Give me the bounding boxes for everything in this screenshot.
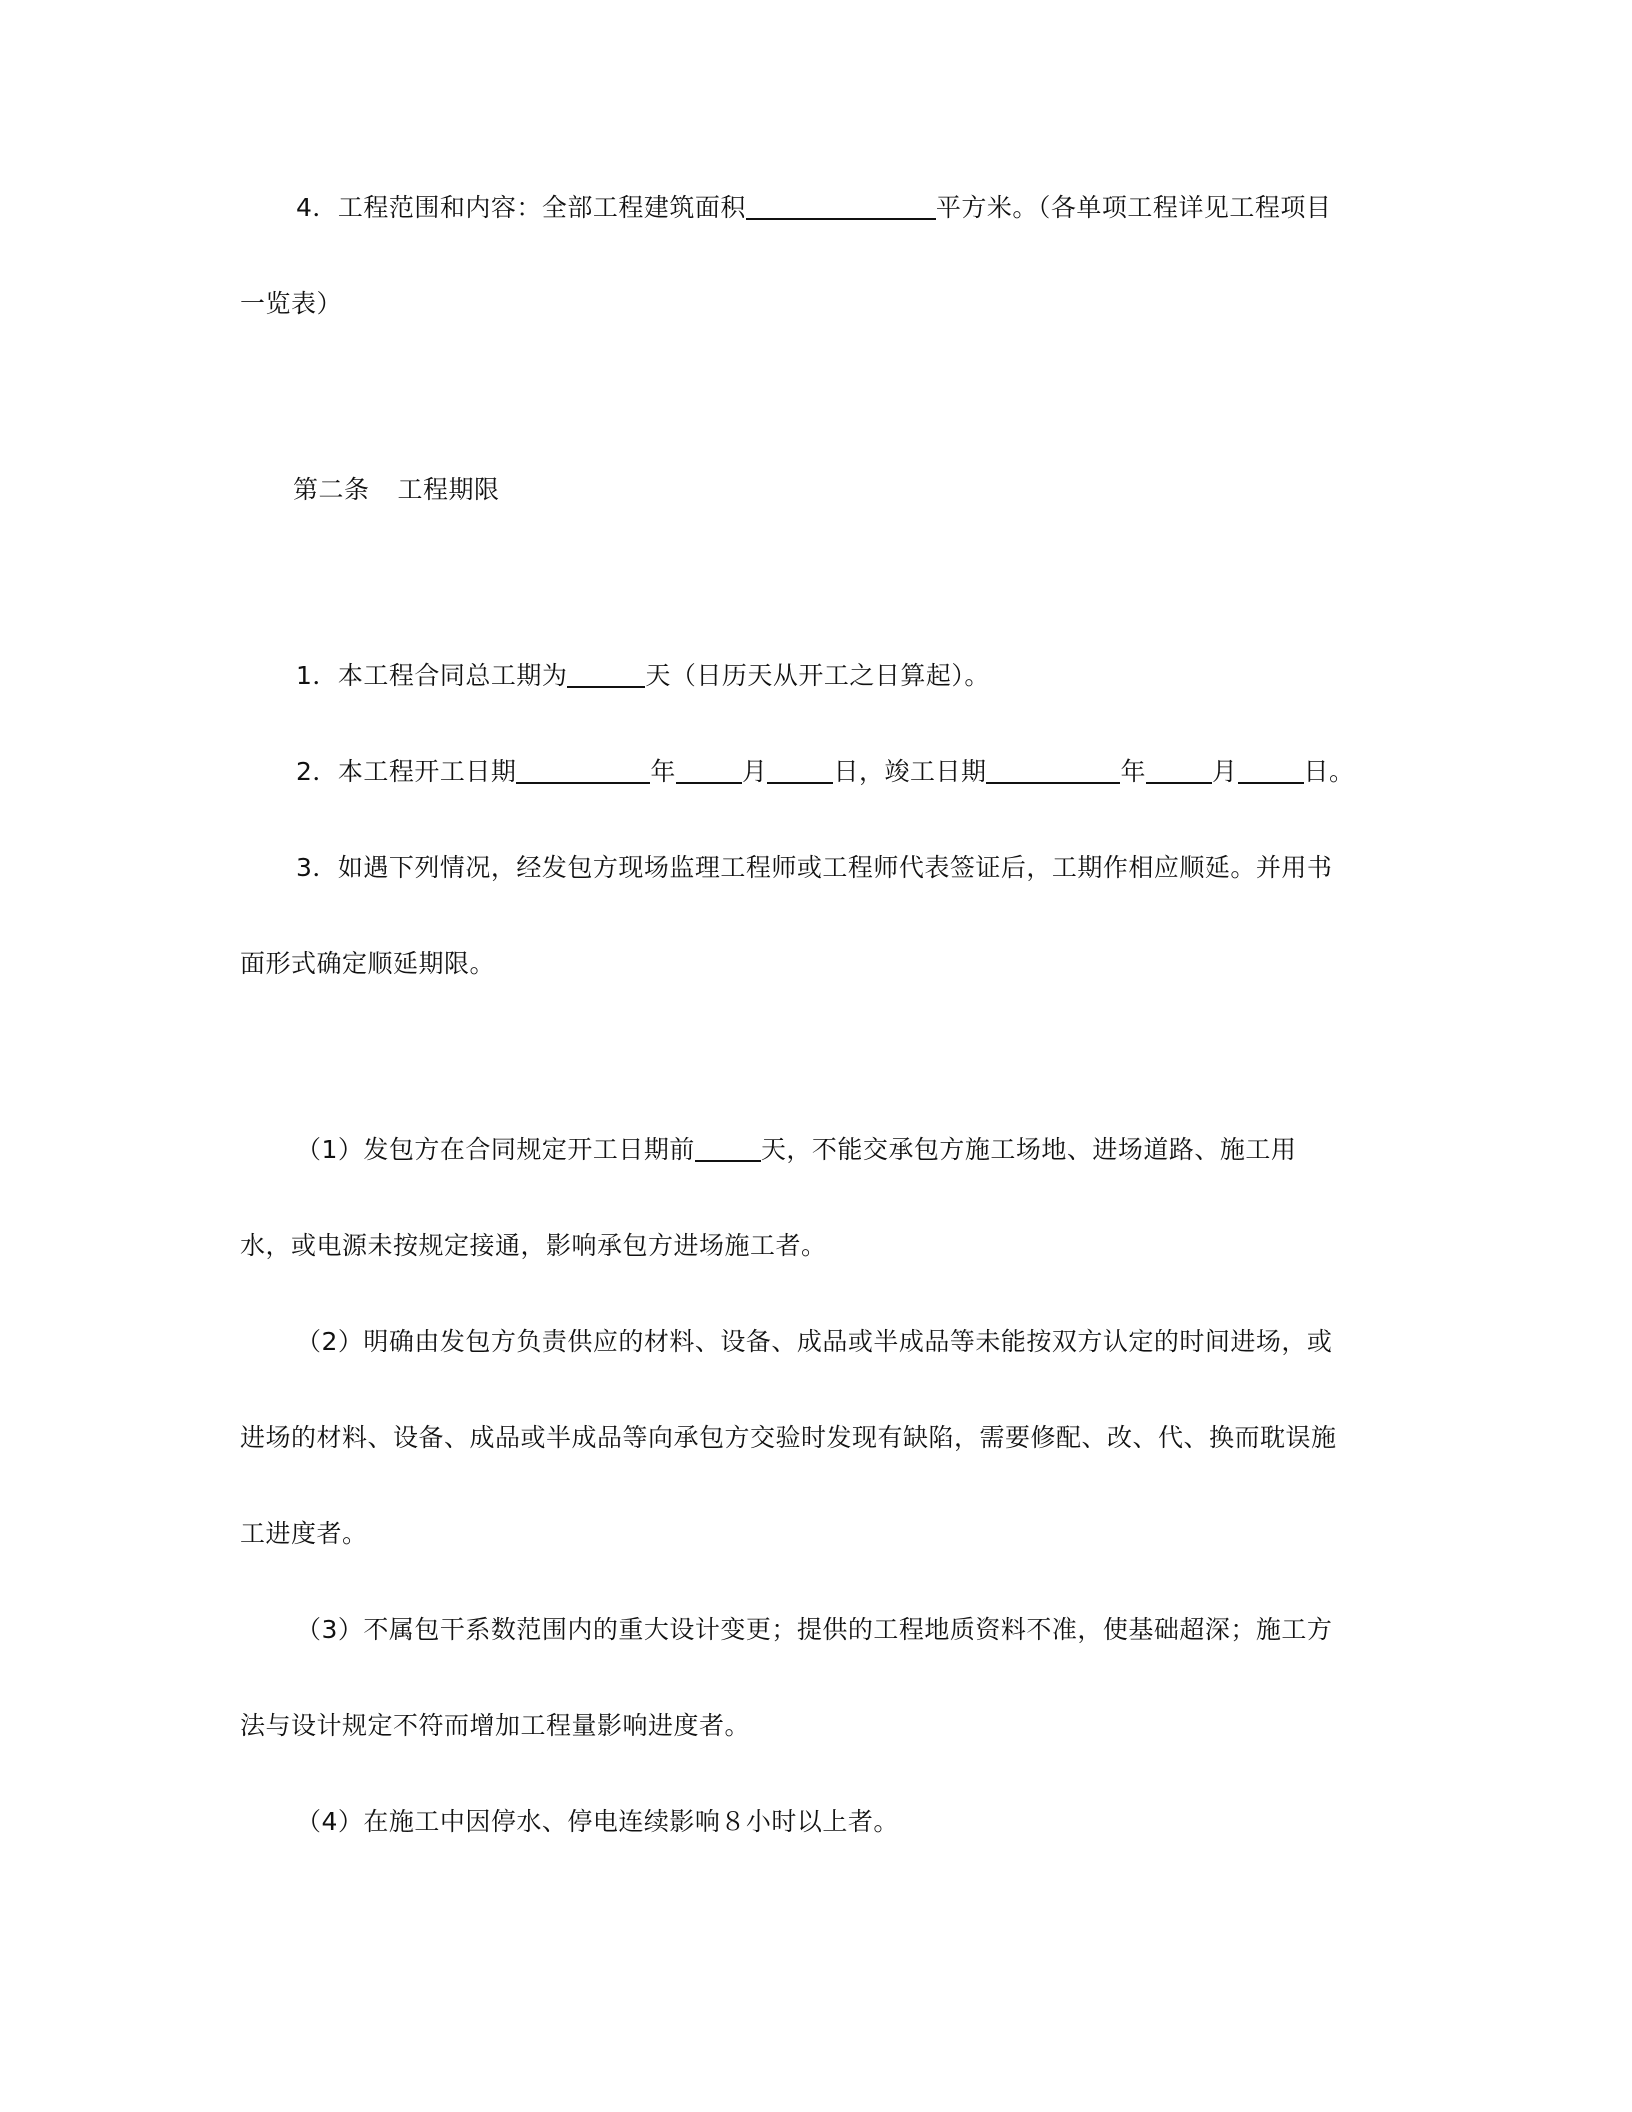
start-day-blank: [767, 756, 833, 784]
article2-title: 工程期限: [397, 475, 500, 504]
p1-line: [296, 660, 990, 692]
c3-continued: [240, 1710, 750, 1742]
item4-continued-text: 一览表）: [240, 289, 343, 318]
start-month-blank: [676, 756, 742, 784]
p2-year2: 年: [1120, 757, 1146, 786]
p3-continued-text: 面形式确定顺延期限。: [240, 949, 496, 978]
p3-line: [296, 852, 1332, 884]
article2-number: 第二条: [293, 475, 370, 504]
c4-line: [296, 1806, 899, 1838]
c1-continued-text: 水，或电源未按规定接通，影响承包方进场施工者。: [240, 1231, 827, 1260]
p3-text: 3．如遇下列情况，经发包方现场监理工程师或工程师代表签证后，工期作相应顺延。并用书: [296, 853, 1333, 882]
c1-continued: [240, 1230, 827, 1262]
p2-year: 年: [650, 757, 676, 786]
p2-month2: 月: [1211, 757, 1238, 786]
end-month-blank: [1146, 756, 1212, 784]
start-year-blank: [516, 756, 650, 784]
p1-after-blank: 天（日历天从开工之日算起）。: [645, 661, 990, 690]
c3-continued-text: 法与设计规定不符而增加工程量影响进度者。: [240, 1711, 751, 1740]
end-day-blank: [1238, 756, 1304, 784]
c2-line: [296, 1326, 1332, 1358]
p3-continued: [240, 948, 495, 980]
p1-label: 1．本工程合同总工期为: [296, 661, 568, 690]
c1-line: [296, 1134, 1296, 1166]
c2-continued1-text: 进场的材料、设备、成品或半成品等向承包方交验时发现有缺陷，需要修配、改、代、换而耽误施: [240, 1423, 1337, 1452]
end-year-blank: [986, 756, 1120, 784]
duration-blank: [567, 660, 645, 688]
c4-text: （4）在施工中因停水、停电连续影响８小时以上者。: [296, 1807, 899, 1836]
item4-continued: [240, 288, 342, 320]
item4-line: [296, 192, 1331, 224]
item4-after-blank: 平方米。（各单项工程详见工程项目: [935, 193, 1332, 222]
p2-label: 2．本工程开工日期: [296, 757, 517, 786]
days-before-blank: [695, 1134, 761, 1162]
p2-month: 月: [741, 757, 768, 786]
c2-continued-2: [240, 1518, 368, 1550]
area-blank: [746, 192, 936, 220]
c2-text: （2）明确由发包方负责供应的材料、设备、成品或半成品等未能按双方认定的时间进场，或: [296, 1327, 1333, 1356]
item4-label: 4．工程范围和内容：全部工程建筑面积: [296, 193, 746, 222]
c1-label: （1）发包方在合同规定开工日期前: [296, 1135, 695, 1164]
c3-line: [296, 1614, 1332, 1646]
c3-text: （3）不属包干系数范围内的重大设计变更；提供的工程地质资料不准，使基础超深；施工方: [296, 1615, 1333, 1644]
p2-day-end: 日。: [1303, 757, 1355, 786]
c1-after-blank: 天，不能交承包方施工场地、进场道路、施工用: [760, 1135, 1297, 1164]
p2-day-mid: 日，竣工日期: [833, 757, 987, 786]
article2-heading: [293, 474, 500, 506]
p2-line: [296, 756, 1355, 788]
c2-continued2-text: 工进度者。: [240, 1519, 368, 1548]
c2-continued-1: [240, 1422, 1337, 1454]
